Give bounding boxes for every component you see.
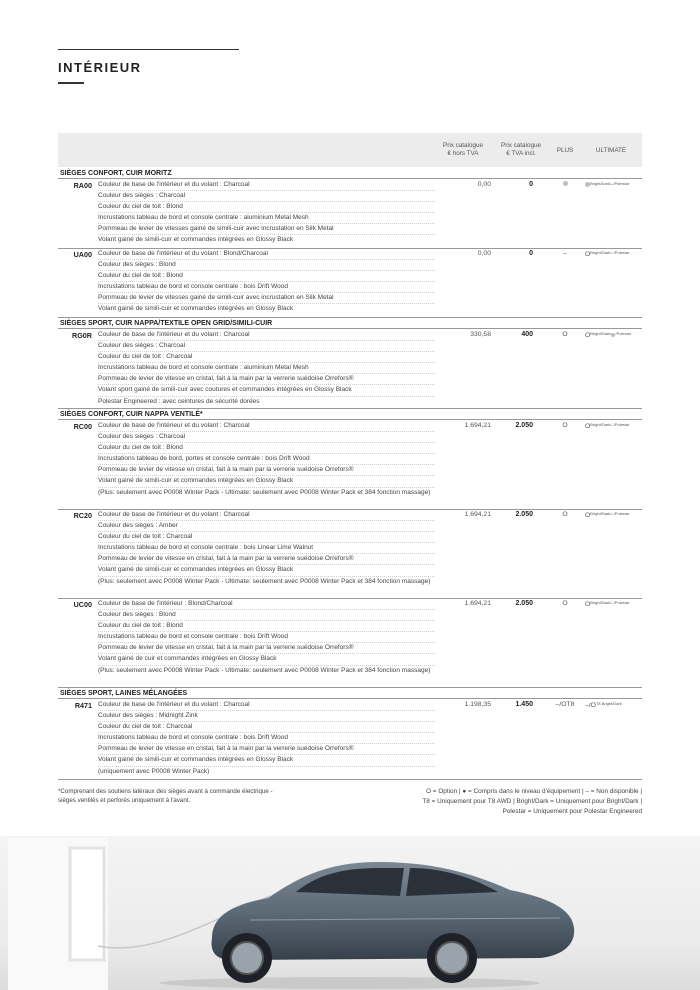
description-line: Couleur du ciel de toit : Blond bbox=[98, 621, 435, 632]
plus-availability: O bbox=[562, 331, 568, 338]
option-description bbox=[98, 421, 435, 498]
rear-rim bbox=[436, 942, 468, 974]
charging-station bbox=[70, 848, 104, 960]
title-underline bbox=[58, 82, 84, 84]
description-line: Couleur des sièges : Charcoal bbox=[98, 191, 435, 202]
plus-availability: –/OT8 bbox=[555, 701, 575, 708]
description-line: (uniquement avec P0008 Winter Pack) bbox=[98, 767, 210, 775]
description-line: Couleur du ciel de toit : Blond bbox=[98, 443, 435, 454]
price-excl-vat: 0,00 bbox=[477, 250, 491, 257]
top-rule bbox=[58, 49, 239, 50]
description-line: Couleur des sièges : Amber bbox=[98, 521, 435, 532]
description-line: Volant gainé de cuir et commandes intégrées en Glossy Black bbox=[98, 654, 435, 665]
price-excl-vat: 1.694,21 bbox=[464, 511, 491, 518]
price-excl-vat: 0,00 bbox=[477, 181, 491, 188]
table-row bbox=[58, 599, 642, 688]
description-line: Couleur du ciel de toit : Charcoal bbox=[98, 532, 435, 543]
price-excl-vat: 1.694,21 bbox=[464, 422, 491, 429]
option-description bbox=[98, 330, 435, 407]
plus-availability bbox=[550, 181, 580, 188]
description-line: (Plus: seulement avec P0008 Winter Pack - Ultimate: seulement avec P0008 Winter Pack et 384 fonction massage) bbox=[98, 666, 431, 674]
description-line: Pommeau de levier de vitesse en cristal, fait à la main par la verrerie suédoise Orrefors® bbox=[98, 744, 435, 755]
description-line: Couleur de base de l'intérieur et du volant : Charcoal bbox=[98, 700, 435, 711]
description-line: (Plus: seulement avec P0008 Winter Pack - Ultimate: seulement avec P0008 Winter Pack et 384 fonction massage) bbox=[98, 488, 431, 496]
description-line: Couleur des sièges : Blond bbox=[98, 260, 435, 271]
plus-availability: O bbox=[562, 600, 568, 607]
section-header: SIÈGES SPORT, CUIR NAPPA/TEXTILE OPEN GRID/SIMILI-CUIR bbox=[58, 318, 642, 329]
description-line: Couleur du ciel de toit : Charcoal bbox=[98, 722, 435, 733]
description-line: Incrustations tableau de bord, portes et console centrale : bois Drift Wood bbox=[98, 454, 435, 465]
description-line: Incrustations tableau de bord et console centrale : bois Drift Wood bbox=[98, 632, 435, 643]
option-code: RA00 bbox=[73, 181, 92, 190]
price-incl-vat: 400 bbox=[521, 331, 533, 338]
description-line: Pommeau de levier de vitesse en cristal, fait à la main par la verrerie suédoise Orrefors® bbox=[98, 465, 435, 476]
price-incl-vat: 2.050 bbox=[515, 600, 533, 607]
table-row bbox=[58, 330, 642, 409]
car-shadow bbox=[160, 977, 540, 989]
price-excl-vat: 330,58 bbox=[470, 331, 491, 338]
description-line: Pommeau de levier de vitesse en cristal, fait à la main par la verrerie suédoise Orrefors® bbox=[98, 643, 435, 654]
description-line: Couleur de base de l'intérieur et du volant : Blond/Charcoal bbox=[98, 249, 435, 260]
description-line: Volant sport gainé de simili-cuir avec coutures et commandes intégrées en Glossy Black bbox=[98, 385, 435, 396]
price-incl-vat: 2.050 bbox=[515, 422, 533, 429]
column-plus: PLUS bbox=[556, 147, 574, 154]
column-price-excl-vat: Prix catalogue € hors TVA bbox=[443, 142, 483, 157]
price-incl-vat: 1.450 bbox=[515, 701, 533, 708]
description-line: Volant gainé de simili-cuir et commandes intégrées en Glossy Black bbox=[98, 565, 435, 576]
option-code: RG0R bbox=[72, 331, 92, 340]
description-line: Pommeau de levier de vitesse en cristal, fait à la main par la verrerie suédoise Orrefors® bbox=[98, 554, 435, 565]
table-row bbox=[58, 510, 642, 599]
description-line: Pommeau de levier de vitesses gainé de simili-cuir avec incrustation en Silk Metal bbox=[98, 224, 435, 235]
option-description bbox=[98, 249, 435, 315]
description-line: (Plus: seulement avec P0008 Winter Pack - Ultimate: seulement avec P0008 Winter Pack et 384 fonction massage) bbox=[98, 577, 431, 585]
description-line: Couleur des sièges : Charcoal bbox=[98, 432, 435, 443]
option-code: RC00 bbox=[73, 422, 92, 431]
description-line: Couleur des sièges : Blond bbox=[98, 610, 435, 621]
front-rim bbox=[231, 942, 263, 974]
description-line: Volant gainé de simili-cuir et commandes intégrées en Glossy Black bbox=[98, 236, 294, 244]
ultimate-availability: Bright/Dark/–/Polestar bbox=[585, 181, 645, 189]
plus-availability: O bbox=[562, 422, 568, 429]
description-line: Couleur du ciel de toit : Blond bbox=[98, 202, 435, 213]
description-line: Couleur de base de l'intérieur et du volant : Charcoal bbox=[98, 510, 435, 521]
description-line: Incrustations tableau de bord et console centrale : aluminium Metal Mesh bbox=[98, 363, 435, 374]
price-incl-vat: 2.050 bbox=[515, 511, 533, 518]
description-line: Incrustations tableau de bord et console centrale : aluminium Metal Mesh bbox=[98, 213, 435, 224]
description-line: Incrustations tableau de bord et console centrale : bois Drift Wood bbox=[98, 282, 435, 293]
ultimate-availability: $O^{Bright/Dark}$ $^{/Polestar}$ bbox=[585, 331, 632, 339]
description-line: Volant gainé de simili-cuir et commandes intégrées en Glossy Black bbox=[98, 305, 294, 313]
plus-availability: – bbox=[563, 250, 567, 257]
price-incl-vat: 0 bbox=[529, 250, 533, 257]
car-photo bbox=[0, 836, 700, 990]
table-row bbox=[58, 421, 642, 510]
price-incl-vat: 0 bbox=[529, 181, 533, 188]
description-line: Pommeau de levier de vitesse en cristal, fait à la main par la verrerie suédoise Orrefors® bbox=[98, 374, 435, 385]
description-line: Volant gainé de simili-cuir et commandes intégrées en Glossy Black bbox=[98, 755, 435, 766]
footnote: *Comprenant des soutiens latéraux des sièges avant à commande électrique - sièges ventilés et perforés uniquement à l'avant. bbox=[58, 788, 273, 804]
description-line: Couleur des sièges : Midnight Zink bbox=[98, 711, 435, 722]
page-title: INTÉRIEUR bbox=[58, 60, 142, 75]
option-description bbox=[98, 599, 435, 676]
ultimate-availability: $-/O^{T8 Bright/Dark}$ bbox=[585, 701, 622, 709]
option-code: UA00 bbox=[73, 250, 92, 259]
description-line: Volant gainé de simili-cuir et commandes intégrées en Glossy Black bbox=[98, 476, 435, 487]
option-code: UC00 bbox=[73, 600, 92, 609]
description-line: Couleur de base de l'intérieur et du volant : Charcoal bbox=[98, 421, 435, 432]
table-row bbox=[58, 700, 642, 780]
legend: O = Option | ● = Compris dans le niveau d'équipement | – = Non disponible | T8 = Uniquement pour T8 AWD | Bright/Dark = Uniquement pour Bright/Dark | Polestar = Uniquement pour Polestar Engineered bbox=[422, 788, 642, 815]
description-line: Couleur du ciel de toit : Charcoal bbox=[98, 352, 435, 363]
column-ultimate: ULTIMATE bbox=[595, 147, 627, 154]
ultimate-availability: $O^{Bright/Dark/-/Polestar}$ bbox=[585, 511, 630, 519]
column-price-incl-vat: Prix catalogue € TVA incl. bbox=[501, 142, 541, 157]
table-row bbox=[58, 249, 642, 318]
description-line: Couleur de base de l'intérieur : Blond/Charcoal bbox=[98, 599, 435, 610]
description-line: Couleur des sièges : Charcoal bbox=[98, 341, 435, 352]
section-header: SIÈGES SPORT, LAINES MÉLANGÉES bbox=[58, 688, 642, 699]
option-description bbox=[98, 700, 435, 777]
included-dot-icon bbox=[563, 181, 568, 186]
option-description bbox=[98, 180, 435, 246]
description-line: Pommeau de levier de vitesses gainé de simili-cuir avec incrustation en Silk Metal bbox=[98, 293, 435, 304]
section-header: SIÈGES CONFORT, CUIR MORITZ bbox=[58, 168, 642, 179]
table-row bbox=[58, 180, 642, 249]
description-line: Incrustations tableau de bord et console centrale : bois Linear Lime Walnut bbox=[98, 543, 435, 554]
description-line: Couleur de base de l'intérieur et du volant : Charcoal bbox=[98, 180, 435, 191]
description-line: Incrustations tableau de bord et console centrale : bois Drift Wood bbox=[98, 733, 435, 744]
price-excl-vat: 1.198,35 bbox=[464, 701, 491, 708]
ultimate-availability: $O^{Bright/Dark/-/Polestar}$ bbox=[585, 250, 630, 258]
section-header: SIÈGES CONFORT, CUIR NAPPA VENTILÉ* bbox=[58, 409, 642, 420]
ultimate-availability: $O^{Bright/Dark/-/Polestar}$ bbox=[585, 600, 630, 608]
option-code: R471 bbox=[74, 701, 92, 710]
description-line: Polestar Engineered : avec ceintures de sécurité dorées bbox=[98, 397, 260, 405]
ultimate-availability: $O^{Bright/Dark/-/Polestar}$ bbox=[585, 422, 630, 430]
option-code: RC20 bbox=[73, 511, 92, 520]
price-excl-vat: 1.694,21 bbox=[464, 600, 491, 607]
table-header bbox=[58, 133, 642, 167]
plus-availability: O bbox=[562, 511, 568, 518]
description-line: Couleur du ciel de toit : Blond bbox=[98, 271, 435, 282]
option-description bbox=[98, 510, 435, 587]
description-line: Couleur de base de l'intérieur et du volant : Charcoal bbox=[98, 330, 435, 341]
